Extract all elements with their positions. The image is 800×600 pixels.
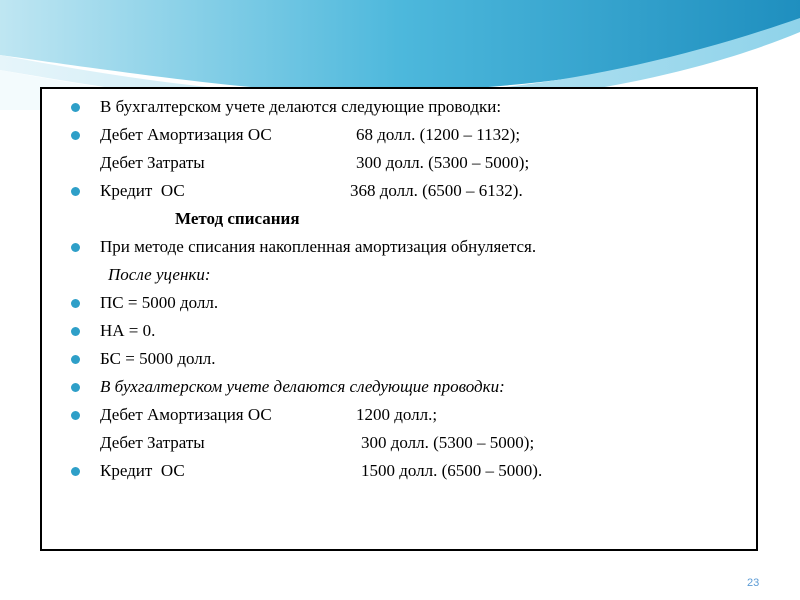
page-number: 23 (747, 577, 760, 589)
bullet-icon (71, 131, 80, 140)
bullet-icon (71, 355, 80, 364)
bullet-icon (71, 383, 80, 392)
bullet-icon (71, 299, 80, 308)
slide-content-box (40, 87, 758, 551)
list-item: БС = 5000 долл. (71, 349, 88, 429)
list-item: Дебет Затраты 300 долл. (5300 – 5000); (100, 153, 530, 172)
bullet-icon (71, 467, 80, 476)
list-item: Дебет Амортизация ОС 68 долл. (1200 – 1132); (71, 125, 88, 225)
list-item: В бухгалтерском учете делаются следующие проводки: (71, 377, 88, 457)
list-item: НА = 0. (71, 321, 88, 401)
bullet-icon (71, 187, 80, 196)
list-item: Кредит ОС 1500 долл. (6500 – 5000). (71, 461, 88, 561)
section-heading: Метод списания (175, 209, 300, 228)
bullet-icon (71, 103, 80, 112)
list-item: При методе списания накопленная амортизация обнуляется. (71, 237, 88, 317)
list-item: В бухгалтерском учете делаются следующие проводки: (71, 97, 88, 177)
list-item: Кредит ОС 368 долл. (6500 – 6132). (71, 181, 88, 281)
bullet-icon (71, 327, 80, 336)
list-item: Дебет Амортизация ОС 1200 долл.; (71, 405, 88, 505)
list-item: После уценки: (108, 265, 211, 284)
list-item: Дебет Затраты 300 долл. (5300 – 5000); (100, 433, 535, 452)
bullet-icon (71, 243, 80, 252)
bullet-icon (71, 411, 80, 420)
list-item: ПС = 5000 долл. (71, 293, 88, 373)
